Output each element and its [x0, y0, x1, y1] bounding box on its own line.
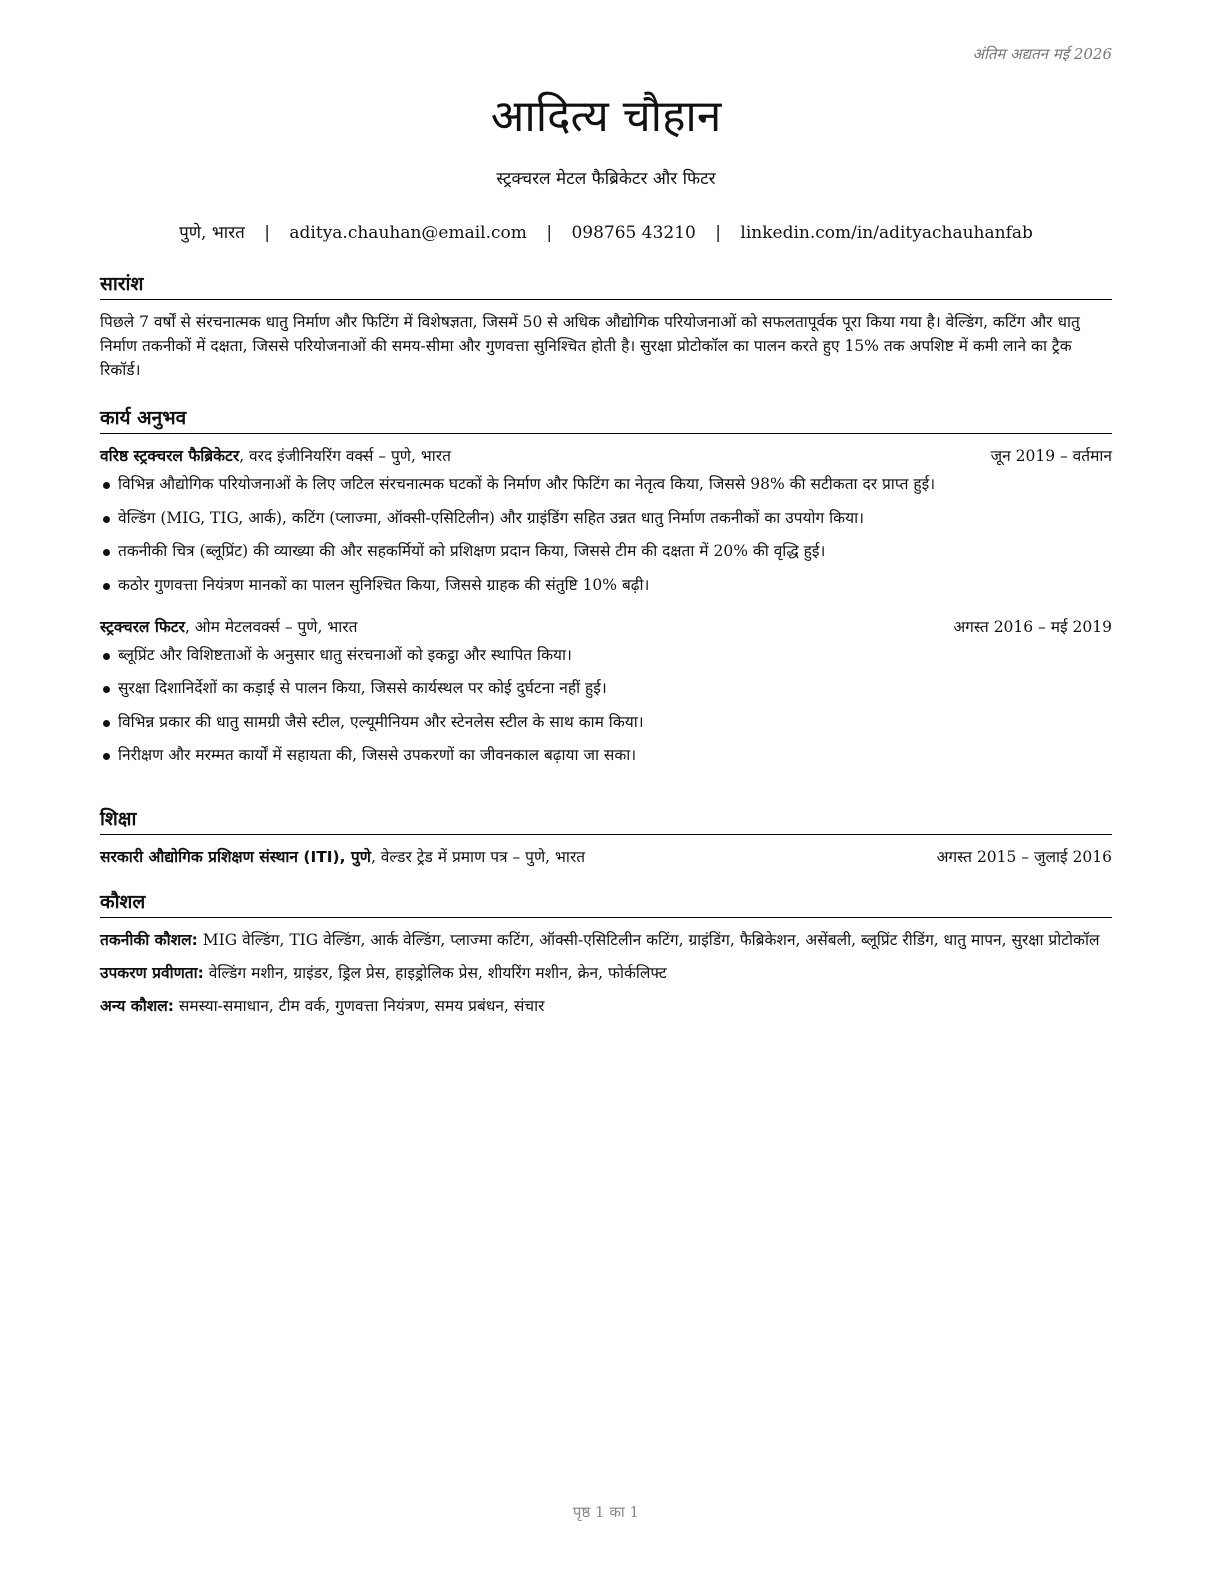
candidate-name: आदित्य चौहान	[490, 91, 722, 142]
contact-location: पुणे, भारत	[179, 223, 245, 243]
education-section	[100, 805, 1112, 869]
job-header	[100, 444, 1112, 468]
education-institution: सरकारी औद्योगिक प्रशिक्षण संस्थान (ITI), पुणे	[100, 848, 371, 866]
education-dates: अगस्त 2015 – जुलाई 2016	[936, 848, 1112, 866]
technical-skills-label: तकनीकी कौशल:	[100, 931, 198, 949]
other-skills-text: समस्या-समाधान, टीम वर्क, गुणवत्ता नियंत्रण, समय प्रबंधन, संचार	[173, 997, 545, 1015]
skills-heading: कौशल	[100, 888, 1112, 918]
skills-section	[100, 888, 1112, 1027]
job-bullets	[100, 643, 1112, 768]
experience-heading: कार्य अनुभव	[100, 404, 1112, 434]
contact-phone: 098765 43210	[571, 223, 696, 243]
contact-separator: |	[546, 223, 553, 243]
summary-section	[100, 270, 1112, 382]
contact-separator: |	[264, 223, 270, 243]
contact-linkedin[interactable]: linkedin.com/in/adityachauhanfab	[740, 223, 1033, 243]
job-entry	[100, 615, 1112, 768]
job-role: स्ट्रक्चरल फिटर	[100, 617, 185, 636]
experience-section	[100, 404, 1112, 777]
education-detail: , वेल्डर ट्रेड में प्रमाण पत्र – पुणे, भारत	[370, 848, 586, 866]
job-org: , वरद इंजीनियरिंग वर्क्स – पुणे, भारत	[239, 447, 451, 465]
education-institution-line	[100, 845, 585, 869]
resume-page	[100, 0, 1112, 1584]
job-dates: जून 2019 – वर्तमान	[990, 447, 1112, 465]
bullet-item: विभिन्न प्रकार की धातु सामग्री जैसे स्टील, एल्यूमीनियम और स्टेनलेस स्टील के साथ काम किया।	[100, 710, 1112, 734]
job-header	[100, 615, 1112, 639]
tool-skills	[100, 961, 1112, 986]
job-bullets	[100, 472, 1112, 597]
last-updated: अंतिम अद्यतन मई 2026	[972, 45, 1112, 63]
contact-separator: |	[715, 223, 721, 243]
education-entry	[100, 845, 1112, 869]
job-title: स्ट्रक्चरल मेटल फैब्रिकेटर और फिटर	[496, 169, 716, 189]
bullet-item: निरीक्षण और मरम्मत कार्यों में सहायता की, जिससे उपकरणों का जीवनकाल बढ़ाया जा सका।	[100, 743, 1112, 767]
job-role-org	[100, 615, 357, 639]
page-number: पृष्ठ 1 का 1	[572, 1503, 640, 1521]
contact-email[interactable]: aditya.chauhan@email.com	[289, 223, 527, 243]
summary-text: पिछले 7 वर्षों से संरचनात्मक धातु निर्माण और फिटिंग में विशेषज्ञता, जिसमें 50 से अधिक औद्योगिक परियोजनाओं को सफलतापूर्वक पूरा किया गया है। वेल्डिंग, कटिंग और धातु निर्माण तकनीकों में दक्षता, जिससे परियोजनाओं की समय-सीमा और गुणवत्ता सुनिश्चित होती है। सुरक्षा प्रोटोकॉल का पालन करते हुए 15% तक अपशिष्ट में कमी लाने का ट्रैक रिकॉर्ड।	[100, 313, 1080, 379]
tool-skills-label: उपकरण प्रवीणता:	[100, 964, 204, 982]
bullet-item: कठोर गुणवत्ता नियंत्रण मानकों का पालन सुनिश्चित किया, जिससे ग्राहक की संतुष्टि 10% बढ़ी।	[100, 573, 1112, 597]
tool-skills-text: वेल्डिंग मशीन, ग्राइंडर, ड्रिल प्रेस, हाइड्रोलिक प्रेस, शीयरिंग मशीन, क्रेन, फोर्कलिफ्ट	[203, 964, 667, 982]
job-role: वरिष्ठ स्ट्रक्चरल फैब्रिकेटर	[100, 447, 240, 465]
bullet-item: तकनीकी चित्र (ब्लूप्रिंट) की व्याख्या की और सहकर्मियों को प्रशिक्षण प्रदान किया, जिससे टीम की दक्षता में 20% की वृद्धि हुई।	[100, 539, 1112, 563]
technical-skills	[100, 928, 1112, 953]
other-skills	[100, 994, 1112, 1019]
bullet-item: विभिन्न औद्योगिक परियोजनाओं के लिए जटिल संरचनात्मक घटकों के निर्माण और फिटिंग का नेतृत्व किया, जिससे 98% की सटीकता दर प्राप्त हुई।	[100, 472, 1112, 496]
bullet-item: वेल्डिंग (MIG, TIG, आर्क), कटिंग (प्लाज्मा, ऑक्सी-एसिटिलीन) और ग्राइंडिंग सहित उन्नत धातु निर्माण तकनीकों का उपयोग किया।	[100, 506, 1112, 530]
job-org: , ओम मेटलवर्क्स – पुणे, भारत	[184, 617, 358, 636]
job-role-org	[100, 444, 451, 468]
education-heading: शिक्षा	[100, 805, 1112, 835]
technical-skills-text: MIG वेल्डिंग, TIG वेल्डिंग, आर्क वेल्डिंग, प्लाज्मा कटिंग, ऑक्सी-एसिटिलीन कटिंग, ग्राइंडिंग, फैब्रिकेशन, असेंबली, ब्लूप्रिंट रीडिंग, धातु मापन, सुरक्षा प्रोटोकॉल	[197, 931, 1100, 949]
job-dates: अगस्त 2016 – मई 2019	[953, 617, 1112, 636]
bullet-item: ब्लूप्रिंट और विशिष्टताओं के अनुसार धातु संरचनाओं को इकट्ठा और स्थापित किया।	[100, 643, 1112, 667]
job-entry	[100, 444, 1112, 597]
other-skills-label: अन्य कौशल:	[100, 997, 174, 1015]
summary-heading: सारांश	[100, 270, 1112, 300]
bullet-item: सुरक्षा दिशानिर्देशों का कड़ाई से पालन किया, जिससे कार्यस्थल पर कोई दुर्घटना नहीं हुई।	[100, 676, 1112, 700]
contact-line	[100, 220, 1112, 243]
